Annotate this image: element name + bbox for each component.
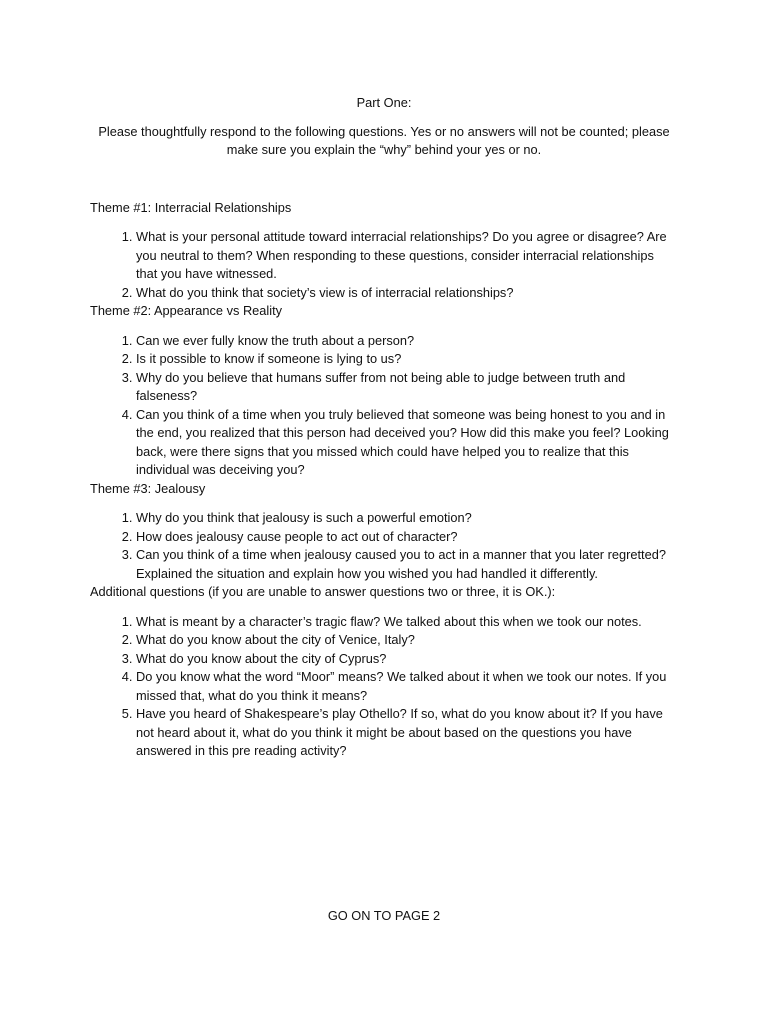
question-item: 1. Can we ever fully know the truth about a person? — [136, 332, 678, 351]
intro-instructions: Please thoughtfully respond to the following questions. Yes or no answers will not be counted; please make sure you explain the “why” behind your yes or no. — [98, 123, 670, 157]
question-item: 1. What is your personal attitude toward interracial relationships? Do you agree or disagree? Are you neutral to them? When responding to these questions, consider interracial relationships that you have witnessed. — [136, 228, 678, 284]
question-item: 1. What is meant by a character’s tragic flaw? We talked about this when we took our notes. — [136, 613, 678, 632]
question-item: 1. Why do you think that jealousy is such a powerful emotion? — [136, 509, 678, 528]
question-item: 2. What do you think that society’s view is of interracial relationships? — [136, 284, 678, 303]
question-item: 2. What do you know about the city of Venice, Italy? — [136, 631, 678, 650]
part-title: Part One: — [356, 95, 412, 110]
question-item: 4. Do you know what the word “Moor” means? We talked about it when we took our notes. If you missed that, what do you think it means? — [136, 668, 678, 705]
additional-questions — [90, 613, 678, 761]
page-footer-instruction: GO ON TO PAGE 2 — [327, 907, 441, 923]
question-item: 5. Have you heard of Shakespeare’s play Othello? If so, what do you know about it? If you have not heard about it, what do you think it might be about based on the questions you have answered in this pre reading activity? — [136, 705, 678, 761]
theme-1-heading: Theme #1: Interracial Relationships — [90, 199, 292, 215]
theme-2-heading: Theme #2: Appearance vs Reality — [90, 303, 283, 318]
question-item: 4. Can you think of a time when you truly believed that someone was being honest to you and in the end, you realized that this person had deceived you? How did this make you feel? Looking back, were there signs that you missed which could have helped you to realize that this individual was deceiving you? — [136, 406, 678, 480]
question-item: 3. What do you know about the city of Cyprus? — [136, 650, 678, 669]
theme-1-questions — [90, 228, 678, 302]
question-item: 3. Can you think of a time when jealousy caused you to act in a manner that you later regretted? Explained the situation and explain how you wished you had handled it differently. — [136, 546, 678, 583]
additional-questions-heading: Additional questions (if you are unable to answer questions two or three, it is OK.): — [90, 584, 556, 599]
question-item: 2. How does jealousy cause people to act out of character? — [136, 528, 678, 547]
theme-2-questions — [90, 332, 678, 480]
question-item: 2. Is it possible to know if someone is lying to us? — [136, 350, 678, 369]
theme-3-questions — [90, 509, 678, 583]
theme-3-heading: Theme #3: Jealousy — [90, 480, 206, 496]
question-item: 3. Why do you believe that humans suffer from not being able to judge between truth and falseness? — [136, 369, 678, 406]
